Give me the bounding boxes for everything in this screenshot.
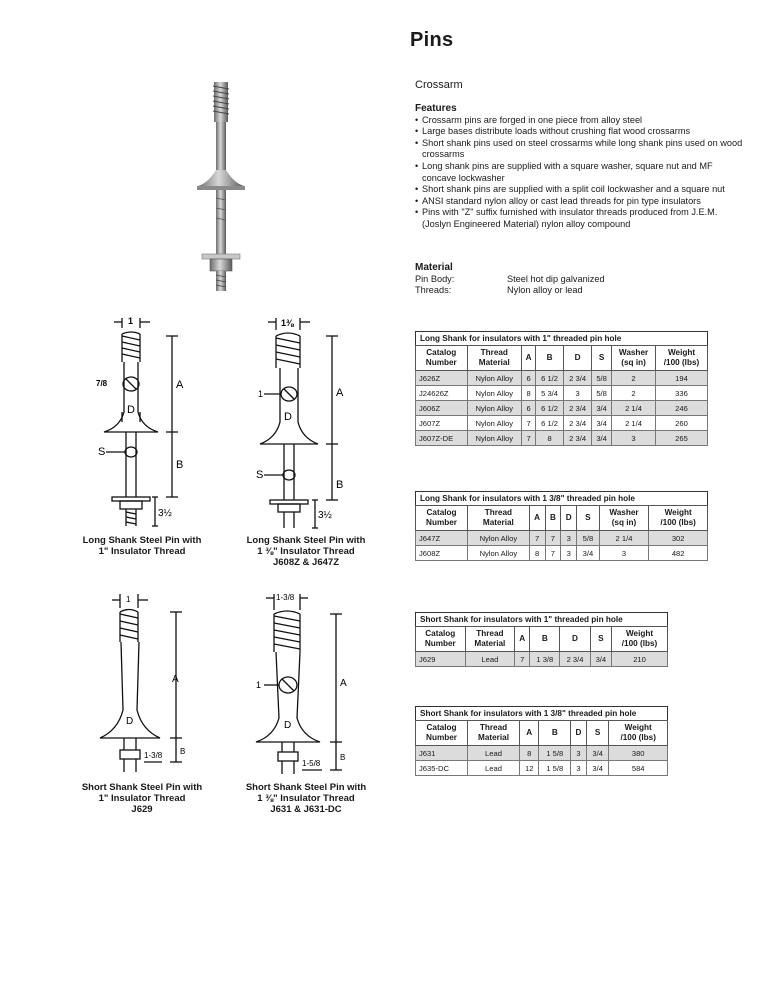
table-cell: 380 xyxy=(609,746,668,761)
material-section xyxy=(415,262,605,297)
table-cell: 3/4 xyxy=(577,546,600,561)
col-a: A xyxy=(520,721,539,746)
table-cell: 3 xyxy=(612,431,656,446)
feature-item: • Long shank pins are supplied with a square washer, square nut and MF concave lockwasher xyxy=(415,161,745,184)
table-cell: 2 xyxy=(612,386,656,401)
table-row xyxy=(416,546,708,561)
caption-line: J608Z & J647Z xyxy=(272,557,339,568)
table-row xyxy=(416,746,668,761)
table-cell: 2 3/4 xyxy=(564,371,592,386)
long-shank-1in-diagram xyxy=(92,312,202,534)
dim-a: A xyxy=(176,379,184,391)
caption-line: Long Shank Steel Pin with xyxy=(82,535,202,546)
dim-s: S xyxy=(98,446,106,458)
dim-top: 1 xyxy=(128,316,134,326)
dim-b: B xyxy=(180,747,186,756)
table-cell: J647Z xyxy=(416,531,468,546)
table-cell: 6 xyxy=(522,401,536,416)
caption-line: 1" Insulator Thread xyxy=(98,546,186,557)
table-cell: 7 xyxy=(545,546,561,561)
table-header-row xyxy=(416,627,668,652)
features-section xyxy=(415,103,745,231)
dim-a: A xyxy=(340,678,347,689)
col-a: A xyxy=(529,506,545,531)
table-cell: 6 1/2 xyxy=(536,401,564,416)
col-d: D xyxy=(560,627,590,652)
table-cell: Nylon Alloy xyxy=(468,531,530,546)
table-row xyxy=(416,531,708,546)
table-row xyxy=(416,761,668,776)
table-cell: J635-DC xyxy=(416,761,468,776)
dim-b: B xyxy=(176,459,184,471)
table-cell: 3/4 xyxy=(590,652,611,667)
material-value: Steel hot dip galvanized xyxy=(507,273,605,284)
table-cell: 2 3/4 xyxy=(560,652,590,667)
table-cell: 2 1/4 xyxy=(612,401,656,416)
table-row xyxy=(416,401,708,416)
table-cell: 2 1/4 xyxy=(612,416,656,431)
table-cell: 1 3/8 xyxy=(530,652,560,667)
table-header-row xyxy=(416,506,708,531)
col-b: B xyxy=(539,721,571,746)
short-shank-1in-table xyxy=(415,612,668,667)
col-a: A xyxy=(522,346,536,371)
table-cell: J608Z xyxy=(416,546,468,561)
table-cell: J24626Z xyxy=(416,386,468,401)
caption-line: 1" Insulator Thread xyxy=(98,793,186,804)
col-b: B xyxy=(536,346,564,371)
table-cell: 210 xyxy=(612,652,668,667)
col-s: S xyxy=(586,721,609,746)
dim-d: D xyxy=(284,720,292,731)
short-shank-1-3-8in-table xyxy=(415,706,668,776)
table-cell: Nylon Alloy xyxy=(467,416,522,431)
caption-line: Short Shank Steel Pin with xyxy=(245,782,367,793)
dim-b: B xyxy=(340,753,346,762)
col-d: D xyxy=(561,506,577,531)
col-thread: Thread Material xyxy=(468,506,530,531)
col-weight: Weight /100 (lbs) xyxy=(656,346,708,371)
table-cell: 584 xyxy=(609,761,668,776)
col-catalog: Catalog Number xyxy=(416,346,468,371)
table-cell: 265 xyxy=(656,431,708,446)
table-cell: 2 3/4 xyxy=(564,431,592,446)
caption-line: Long Shank Steel Pin with xyxy=(246,535,366,546)
long-shank-1in-caption xyxy=(62,535,222,557)
table-cell: Nylon Alloy xyxy=(467,371,522,386)
table-cell: J631 xyxy=(416,746,468,761)
col-washer: Washer (sq in) xyxy=(612,346,656,371)
table-cell: 3 xyxy=(599,546,649,561)
material-row xyxy=(415,285,605,297)
table-cell: J629 xyxy=(416,652,466,667)
table-cell: 260 xyxy=(656,416,708,431)
dim-top: 1⅜ xyxy=(281,318,294,328)
table-cell: 8 xyxy=(536,431,564,446)
col-catalog: Catalog Number xyxy=(416,506,468,531)
table-cell: 194 xyxy=(656,371,708,386)
table-cell: 336 xyxy=(656,386,708,401)
dim-base: 3½ xyxy=(318,510,332,521)
dim-d: D xyxy=(126,716,134,727)
table-cell: 7 xyxy=(545,531,561,546)
feature-item: • ANSI standard nylon alloy or cast lead threads for pin type insulators xyxy=(415,196,745,208)
dim-base: 3½ xyxy=(158,508,172,519)
table-cell: 3/4 xyxy=(592,401,612,416)
material-heading: Material xyxy=(415,262,453,273)
col-catalog: Catalog Number xyxy=(416,627,466,652)
table-cell: 1 5/8 xyxy=(539,746,571,761)
table-cell: 3 xyxy=(561,546,577,561)
table-cell: Nylon Alloy xyxy=(467,386,522,401)
table-cell: J607Z xyxy=(416,416,468,431)
feature-item: • Large bases distribute loads without crushing flat wood crossarms xyxy=(415,126,745,138)
table-cell: J626Z xyxy=(416,371,468,386)
table-row xyxy=(416,386,708,401)
dim-base: 1-5/8 xyxy=(302,759,321,768)
short-shank-1in-diagram xyxy=(92,590,202,780)
caption-line: Short Shank Steel Pin with xyxy=(81,782,203,793)
table-cell: Lead xyxy=(468,746,520,761)
feature-item: • Short shank pins used on steel crossarms while long shank pins used on wood crossarms xyxy=(415,138,745,161)
col-washer: Washer (sq in) xyxy=(599,506,649,531)
col-weight: Weight /100 (lbs) xyxy=(612,627,668,652)
table-cell: 8 xyxy=(520,746,539,761)
col-b: B xyxy=(545,506,561,531)
material-label: Pin Body: xyxy=(415,273,455,284)
table-cell: J606Z xyxy=(416,401,468,416)
table-title: Short Shank for insulators with 1" threaded pin hole xyxy=(415,612,668,626)
table-cell: 7 xyxy=(522,416,536,431)
dim-top: 1-3/8 xyxy=(276,593,295,602)
long-shank-1-3-8in-table xyxy=(415,491,708,561)
long-shank-1-3-8in-diagram xyxy=(250,312,360,534)
feature-item: • Pins with "Z" suffix furnished with insulator threads produced from J.E.M. (Joslyn Engineered Material) nylon alloy compound xyxy=(415,207,745,230)
table-cell: 8 xyxy=(529,546,545,561)
table-cell: 5 3/4 xyxy=(536,386,564,401)
caption-line: 1 ⅜" Insulator Thread xyxy=(257,793,355,804)
dim-a: A xyxy=(172,674,179,685)
col-thread: Thread Material xyxy=(467,346,522,371)
table-cell: 3 xyxy=(564,386,592,401)
dim-side: 1 xyxy=(258,389,264,399)
col-catalog: Catalog Number xyxy=(416,721,468,746)
short-shank-1in-caption xyxy=(62,782,222,815)
features-list xyxy=(415,115,745,231)
long-shank-1in-table xyxy=(415,331,708,446)
table-cell: 6 1/2 xyxy=(536,371,564,386)
table-title: Long Shank for insulators with 1 3/8" threaded pin hole xyxy=(415,491,708,505)
col-a: A xyxy=(515,627,530,652)
page-title: Pins xyxy=(410,29,454,51)
table-cell: 5/8 xyxy=(577,531,600,546)
table-cell: 7 xyxy=(522,431,536,446)
table-cell: Nylon Alloy xyxy=(468,546,530,561)
col-d: D xyxy=(571,721,587,746)
col-thread: Thread Material xyxy=(465,627,515,652)
table-title: Short Shank for insulators with 1 3/8" threaded pin hole xyxy=(415,706,668,720)
table-header-row xyxy=(416,346,708,371)
short-shank-1-3-8in-diagram xyxy=(250,590,360,780)
table-cell: 5/8 xyxy=(592,371,612,386)
table-cell: 7 xyxy=(529,531,545,546)
dim-a: A xyxy=(336,387,344,399)
table-cell: Nylon Alloy xyxy=(467,431,522,446)
dim-side: 7/8 xyxy=(96,379,108,388)
table-cell: J607Z-DE xyxy=(416,431,468,446)
table-cell: 3 xyxy=(571,761,587,776)
table-cell: 3/4 xyxy=(592,431,612,446)
col-thread: Thread Material xyxy=(468,721,520,746)
short-shank-1-3-8in-caption xyxy=(226,782,386,815)
dim-side: 1 xyxy=(256,680,262,690)
material-value: Nylon alloy or lead xyxy=(507,285,583,296)
col-weight: Weight /100 (lbs) xyxy=(649,506,708,531)
caption-line: J629 xyxy=(131,804,153,815)
table-title: Long Shank for insulators with 1" threaded pin hole xyxy=(415,331,708,345)
section-title: Crossarm xyxy=(415,79,463,91)
pin-photo xyxy=(188,78,258,303)
dim-top: 1 xyxy=(126,595,131,604)
col-s: S xyxy=(592,346,612,371)
table-cell: 8 xyxy=(522,386,536,401)
dim-b: B xyxy=(336,479,344,491)
col-s: S xyxy=(590,627,611,652)
table-cell: 2 3/4 xyxy=(564,401,592,416)
dim-d: D xyxy=(284,411,292,423)
caption-line: 1 ⅜" Insulator Thread xyxy=(257,546,355,557)
table-row xyxy=(416,371,708,386)
col-s: S xyxy=(577,506,600,531)
table-cell: Lead xyxy=(468,761,520,776)
table-row xyxy=(416,431,708,446)
col-weight: Weight /100 (lbs) xyxy=(609,721,668,746)
features-heading: Features xyxy=(415,103,457,114)
table-cell: 3/4 xyxy=(586,761,609,776)
table-cell: 482 xyxy=(649,546,708,561)
long-shank-1-3-8in-caption xyxy=(226,535,386,568)
table-cell: 2 1/4 xyxy=(599,531,649,546)
table-cell: 6 xyxy=(522,371,536,386)
table-cell: 7 xyxy=(515,652,530,667)
table-cell: Lead xyxy=(465,652,515,667)
dim-base: 1-3/8 xyxy=(144,751,163,760)
table-cell: 3/4 xyxy=(586,746,609,761)
table-row xyxy=(416,652,668,667)
table-cell: 12 xyxy=(520,761,539,776)
table-cell: 302 xyxy=(649,531,708,546)
feature-item: • Short shank pins are supplied with a split coil lockwasher and a square nut xyxy=(415,184,745,196)
material-row xyxy=(415,274,605,286)
table-cell: 6 1/2 xyxy=(536,416,564,431)
table-header-row xyxy=(416,721,668,746)
table-cell: Nylon Alloy xyxy=(467,401,522,416)
col-d: D xyxy=(564,346,592,371)
dim-d: D xyxy=(127,404,135,416)
table-cell: 1 5/8 xyxy=(539,761,571,776)
material-label: Threads: xyxy=(415,285,452,296)
table-cell: 3/4 xyxy=(592,416,612,431)
table-cell: 3 xyxy=(571,746,587,761)
dim-s: S xyxy=(256,469,264,481)
feature-item: • Crossarm pins are forged in one piece from alloy steel xyxy=(415,115,745,127)
table-cell: 2 3/4 xyxy=(564,416,592,431)
table-cell: 246 xyxy=(656,401,708,416)
table-cell: 2 xyxy=(612,371,656,386)
table-cell: 3 xyxy=(561,531,577,546)
table-cell: 5/8 xyxy=(592,386,612,401)
caption-line: J631 & J631-DC xyxy=(270,804,342,815)
table-row xyxy=(416,416,708,431)
col-b: B xyxy=(530,627,560,652)
